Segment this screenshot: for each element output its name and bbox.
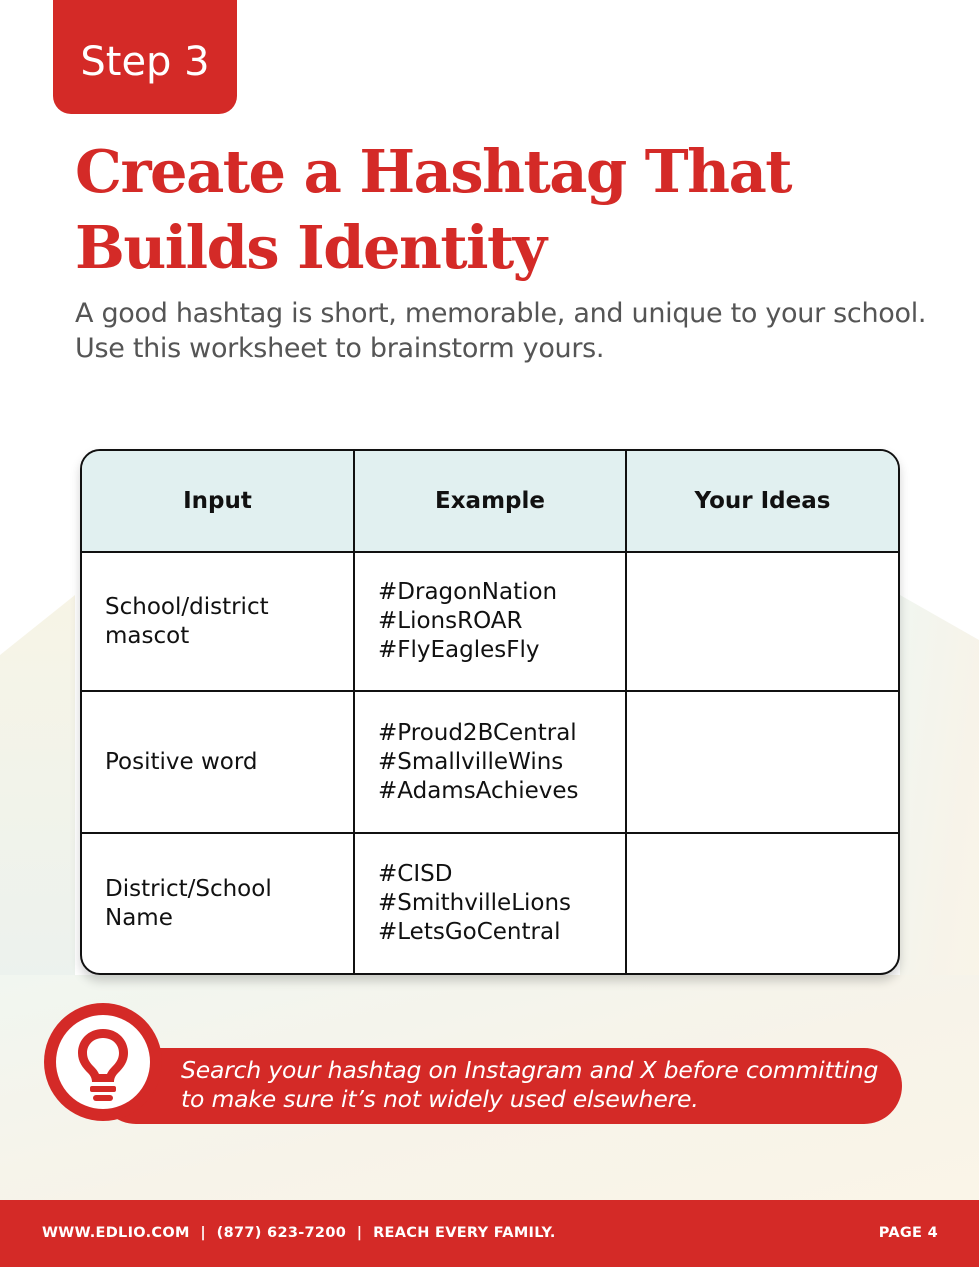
footer-contact: WWW.EDLIO.COM | (877) 623-7200 | REACH EVERY FAMILY.: [42, 1225, 556, 1241]
example-cell: #DragonNation #LionsROAR #FlyEaglesFly: [354, 552, 626, 691]
tip-text: Search your hashtag on Instagram and X before committing to make sure it’s not widely used elsewhere.: [181, 1056, 879, 1113]
column-header-input: Input: [82, 451, 354, 552]
step-tab: Step 3: [53, 0, 237, 114]
example-cell: #Proud2BCentral #SmallvilleWins #AdamsAchieves: [354, 691, 626, 833]
page-title: Create a Hashtag That Builds Identity: [75, 137, 792, 282]
table-row: [82, 833, 898, 973]
page-subtitle: A good hashtag is short, memorable, and unique to your school. Use this worksheet to brainstorm yours.: [75, 298, 927, 364]
your-ideas-cell[interactable]: [626, 552, 898, 691]
column-header-example: Example: [354, 451, 626, 552]
table-row: [82, 552, 898, 691]
input-cell: District/School Name: [82, 833, 354, 973]
footer-bar: [0, 1200, 979, 1267]
column-header-your-ideas: Your Ideas: [626, 451, 898, 552]
table-header-row: [82, 451, 898, 552]
input-cell: Positive word: [82, 691, 354, 833]
example-cell: #CISD #SmithvilleLions #LetsGoCentral: [354, 833, 626, 973]
page-number: PAGE 4: [878, 1225, 938, 1241]
worksheet-table: [80, 449, 900, 975]
input-cell: School/district mascot: [82, 552, 354, 691]
lightbulb-icon: [56, 1015, 150, 1109]
table-row: [82, 691, 898, 833]
your-ideas-cell[interactable]: [626, 833, 898, 973]
your-ideas-cell[interactable]: [626, 691, 898, 833]
